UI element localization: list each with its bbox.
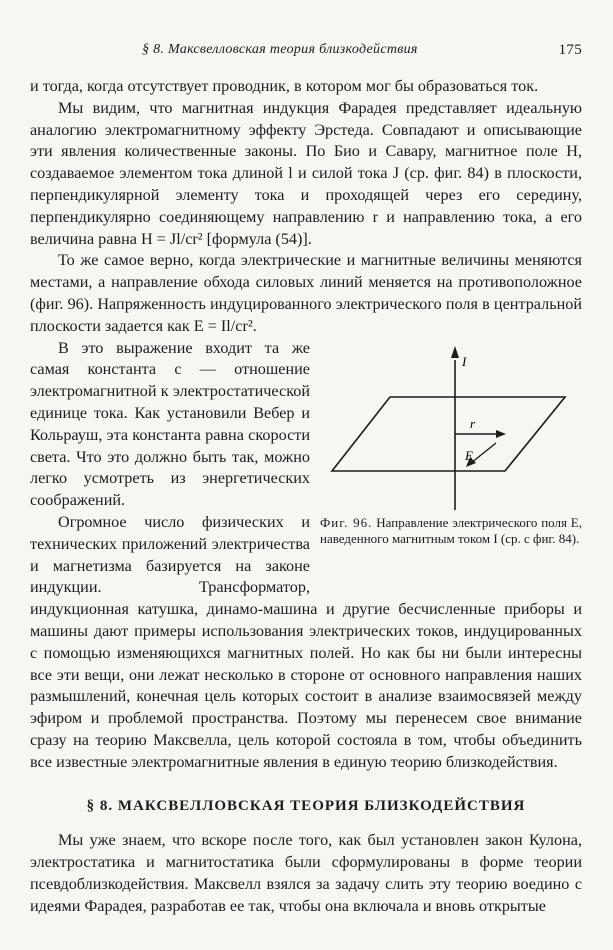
- paragraph-3: То же самое верно, когда электрические и магнитные величины меняются местами, а направление обхода силовых линий меняется на противоположное (фиг. 96). Напряженность индуцированного электрического поля в центральной плоскости задается как E = Il/cr².: [30, 251, 582, 335]
- figure-96: [320, 340, 582, 585]
- running-header-title: § 8. Максвелловская теория близкодействия: [142, 42, 418, 57]
- current-arrowhead: [451, 346, 459, 358]
- paragraph-2: Мы видим, что магнитная индукция Фарадея представляет идеальную аналогию электромагнитному эффекту Эрстеда. Совпадают и описывающие эти явления количественные законы. По Био и Савару, магнитное поле H, создаваемое элементом тока длиной l и силой тока J (ср. фиг. 84) в плоскости, перпендикулярной элементу тока и проходящей через его середину, перпендикулярно соединяющему направлению r и направлению тока, а его величина равна H = Jl/cr² [формула (54)].: [30, 98, 582, 248]
- figure-caption: [320, 515, 582, 547]
- e-vector: [471, 443, 496, 463]
- paragraph-6: Мы уже знаем, что вскоре после того, как был установлен закон Кулона, электростатика и магнитостатика были сформулированы в форме теории псевдоблизкодействия. Максвелл взялся за задачу слить эту теорию воедино с идеями Фарадея, разработав ее так, чтобы она включала и вновь открытые: [30, 831, 582, 915]
- current-label: I: [462, 353, 467, 369]
- page-number: 175: [558, 42, 582, 58]
- paragraph-4: В это выражение входит та же самая константа c — отношение электромагнитной к электростатической единице тока. Как установили Вебер и Кольрауш, эта константа равна скорости света. Что это должно быть так, можно легко усмотреть из энергетических соображений.: [30, 338, 310, 510]
- figure-caption-label: Фиг. 96.: [320, 514, 373, 530]
- page-body: [30, 76, 582, 917]
- central-plane: [332, 397, 565, 471]
- paragraph-1: и тогда, когда отсутствует проводник, в котором мог бы образоваться ток.: [30, 77, 539, 95]
- r-label: r: [470, 415, 476, 431]
- section-heading: § 8. МАКСВЕЛЛОВСКАЯ ТЕОРИЯ БЛИЗКОДЕЙСТВИЯ: [86, 797, 526, 814]
- paragraph-5: Огромное число физических и технических приложений электричества и магнетизма базируется на законе индукции. Трансформатор, индукционная катушка, динамо-машина и другие бесчисленные приборы и машины дают примеры использования электрических токов, индуцированных с помощью изменяющихся магнитных полей. Но как бы ни были интересны все эти вещи, они лежат несколько в стороне от основного направления наших размышлений, конечная цель которых состоит в анализе взаимосвязей между эфиром и проблемой пространства. Поэтому мы перенесем свое внимание сразу на теорию Максвелла, цель которой состояла в том, чтобы объединить все известные электромагнитные явления в единую теорию близкодействия.: [30, 512, 582, 771]
- figure-caption-text: Направление электрического поля E, наведенного магнитным током I (ср. с фиг. 84).: [320, 514, 582, 546]
- figure-96-diagram: [320, 340, 582, 585]
- running-header: [30, 42, 582, 64]
- r-arrowhead: [496, 430, 506, 438]
- e-label: E: [465, 447, 473, 463]
